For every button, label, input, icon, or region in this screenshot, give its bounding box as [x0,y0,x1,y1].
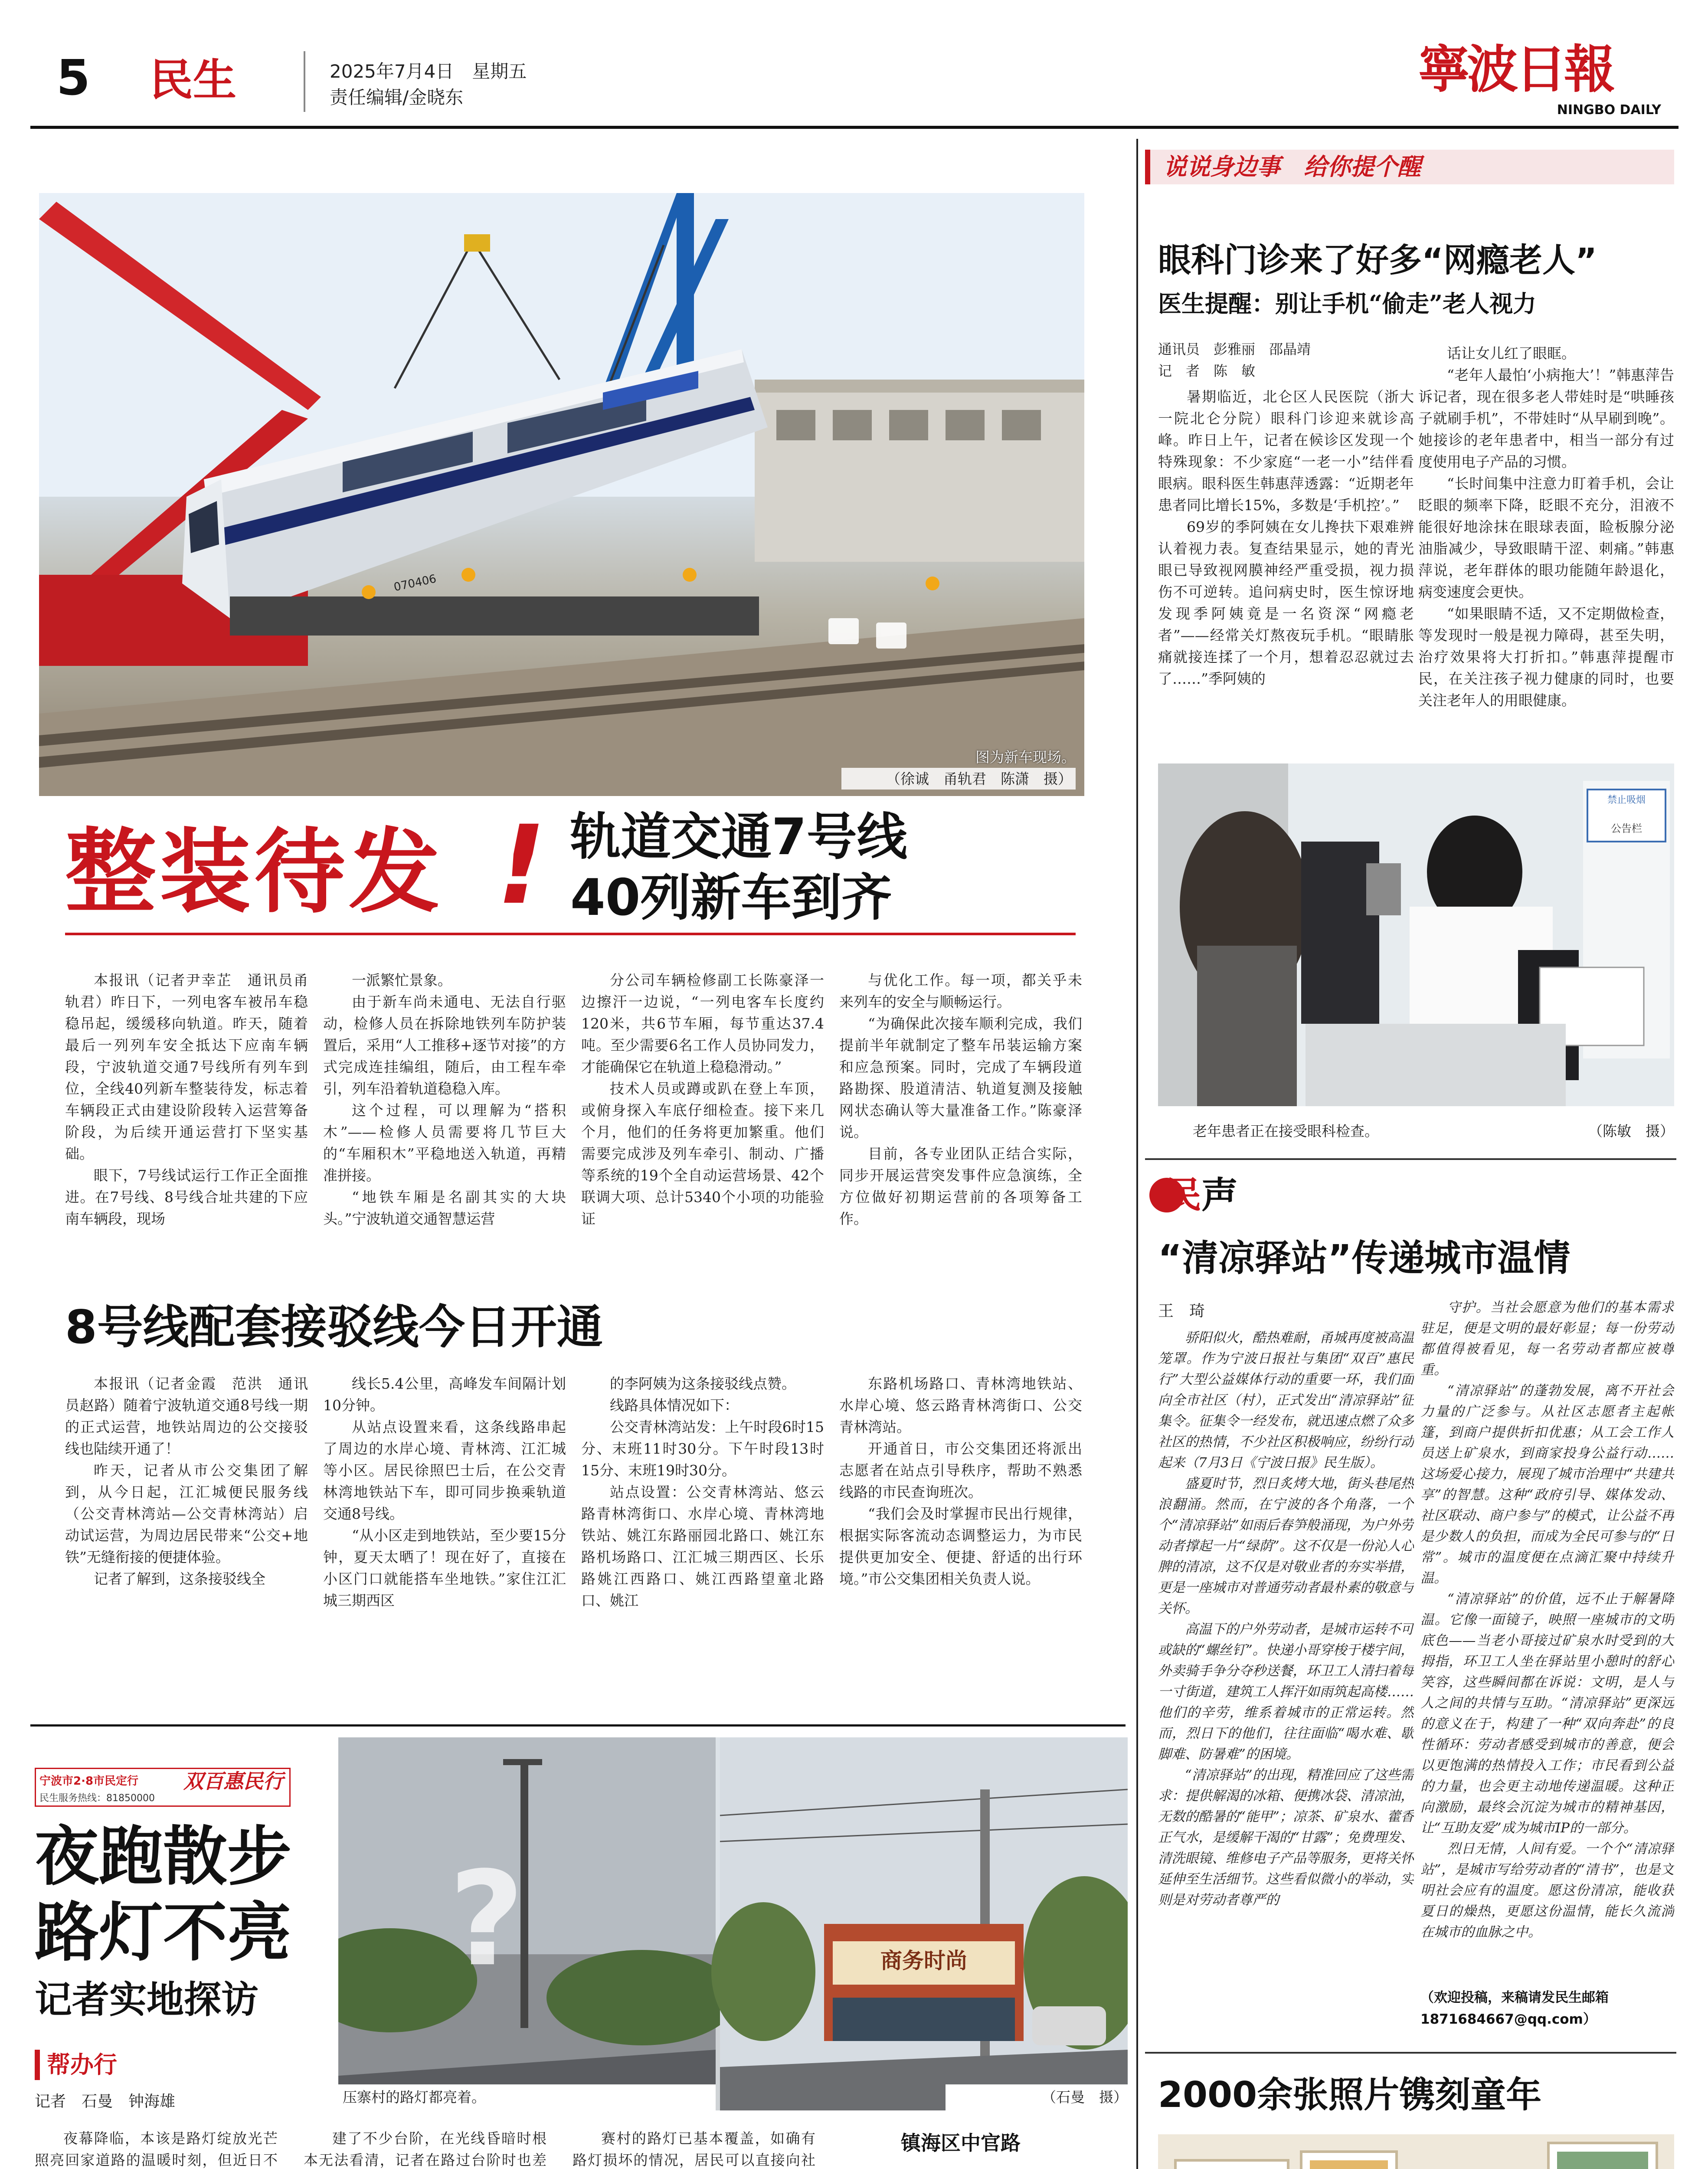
paragraph: “清凉驿站”的蓬勃发展，离不开社会力量的广泛参与。从社区志愿者主起帐篷，到商户提供折扣优惠；从工会工作人员送上矿泉水，到商家投身公益行动……这场爱心接力，展现了城市治理中“共建共享”的智慧。这种“政府引导、媒体发动、社区联动、商户参与”的模式，让公益不再是少数人的负担，而成为全民可参与的“日常”。城市的温度便在点滴汇聚中持续升温。 [1420,1383,1674,1586]
paragraph: 高温下的户外劳动者，是城市运转不可或缺的“螺丝钉”。快递小哥穿梭于楼宇间，外卖骑手争分夺秒送餐，环卫工人清扫着每一寸街道，建筑工人挥汗如雨筑起高楼……他们的辛劳，维系着城市的正常运转。然而，烈日下的他们，往往面临“喝水难、歇脚难、防暑难”的困境。 [1158,1622,1414,1762]
opinion-title: “清凉驿站”传递城市温情 [1158,1237,1571,1279]
opinion-col-1 [1158,1327,1414,2017]
train-exclamation: ! [497,802,546,928]
section-tag: 帮办行 [47,2051,117,2078]
opinion-contribute: （欢迎投稿，来稿请发民生邮箱1871684667@qq.com） [1420,1990,1609,2027]
paragraph: “清凉驿站”的出现，精准回应了这些需求：提供解渴的冰箱、便携冰袋、清凉油，无数的酷暑的“能甲”；凉茶、矿泉水、藿香正气水，是缓解干渴的“甘露”；免费理发、清洗眼镜、维修电子产品等服务，更将关怀延伸至生活细节。这些看似微小的举动，实则是对劳动者尊严的 [1158,1767,1414,1908]
night-title-2: 路灯不亮 [35,1896,291,1969]
eye-byline-2: 记 者 陈 敏 [1158,363,1256,379]
shop-sign: 商务时尚 [880,1948,967,1973]
night-col-3 [573,2128,815,2169]
paragraph: 从站点设置来看，这条线路串起了周边的水岸心境、青林湾、江汇城等小区。居民徐照巴士后，在公交青林湾地铁站下车，即可同步换乘轨道交通8号线。 [323,1419,566,1522]
train-title-line2: 40列新车到齐 [570,868,892,927]
eye-col-1 [1158,386,1414,768]
paragraph: 守护。当社会愿意为他们的基本需求驻足，便是文明的最好彰显；每一份劳动都值得被看见，每一名劳动者都应被尊重。 [1420,1300,1674,1378]
line8-col-3 [581,1373,824,1707]
section-tag-box [35,2050,147,2080]
opinion-tag [1149,1171,1253,1219]
night-subtitle: 记者实地探访 [35,1978,258,2022]
opinion-tag-black: 声 [1201,1173,1238,1216]
line8-col-1 [65,1373,308,1707]
night-reporters: 记者 石曼 钟海雄 [35,2093,176,2110]
paragraph: 赛村的路灯已基本覆盖，如确有路灯损坏的情况，居民可以直接向社 [573,2130,815,2169]
eye-photo-credit: （陈敏 摄） [1588,1123,1674,1140]
paragraph: 分公司车辆检修副工长陈豪泽一边擦汗一边说，“一列电客车长度约120米，共6节车厢，每节重达37.4吨。至少需要6名工作人员协同发力，才能确保它在轨道上稳稳滑动。” [581,972,824,1075]
paragraph: 骄阳似火，酷热难耐，甬城再度被高温笼罩。作为宁波日报社与集团“双百”惠民行”大型公益媒体行动的重要一环，我们面向全市社区（村），正式发出“清凉驿站”征集令。征集令一经发布，就迅速点燃了众多社区的热情，不少社区积极响应，纷纷行动起来（7月3日《宁波日报》民生版）。 [1158,1330,1414,1471]
paragraph: 线长5.4公里，高峰发车间隔计划10分钟。 [323,1375,566,1414]
train-col-2 [323,970,566,1282]
train-car-number: 070406 [393,572,438,594]
eye-col-2 [1418,343,1674,768]
section-name: 民生 [150,55,236,105]
paragraph: 话让女儿红了眼眶。 [1447,345,1576,362]
bulletin-board: 公告栏 [1611,822,1642,835]
right-rule-2 [1145,2052,1676,2054]
campaign-hotline: 民生服务热线：81850000 [39,1793,155,1804]
streetlight-caption: 压寨村的路灯都亮着。 [338,2084,716,2110]
opinion-col-2 [1420,1297,1674,1987]
line8-col-4 [839,1373,1082,1707]
page-number: 5 [56,50,90,106]
paragraph: 昨天，记者从市公交集团了解到，从今日起，江汇城便民服务线（公交青林湾站—公交青林湾站）启动试运营，为周边居民带来“公交+地铁”无缝衔接的便捷体验。 [65,1462,308,1566]
paragraph: 烈日无情，人间有爱。一个个“清凉驿站”，是城市写给劳动者的“清书”，也是文明社会应有的温度。愿这份清凉，能收获夏日的燥热，更愿这份温情，能长久流淌在城市的血脉之中。 [1420,1841,1674,1940]
paragraph: 站点设置：公交青林湾站、悠云路青林湾街口、水岸心境、青林湾地铁站、姚江东路丽园北路口、姚江东路机场路口、江汇城三期西区、长乐路姚江西路口、姚江西路望童北路口、姚江 [581,1484,824,1609]
mid-rule [30,1724,1126,1727]
newspaper-logo: 寧波日報 [1418,39,1613,99]
paragraph: “如果眼睛不适，又不定期做检查，等发现时一般是视力障碍，甚至失明，治疗效果将大打折扣。”韩惠萍提醒市民，在关注孩子视力健康的同时，也要关注老年人的用眼健康。 [1418,605,1674,709]
night-sub-4: 镇海区中官路 [901,2131,1021,2155]
night-col-2 [304,2128,546,2169]
paragraph: 本报讯（记者尹幸芷 通讯员甬轨君）昨日下，一列电客车被吊车稳稳吊起，缓缓移向轨道。昨天，随着最后一列列车安全抵达下应南车辆段，宁波轨道交通7号线所有列车到位，全线40列新车整装待发，标志着车辆段正式由建设阶段转入运营筹备阶段，为后续开通运营打下坚实基础。 [65,972,308,1162]
paragraph: 与优化工作。每一项，都关乎未来列车的安全与顺畅运行。 [839,972,1082,1010]
paragraph: 公交青林湾站发：上午时段6时15分、末班11时30分。下午时段13时15分、末班19时30分。 [581,1419,824,1479]
paragraph: “老年人最怕‘小病拖大’！”韩惠萍告诉记者，现在很多老人带娃时是“哄睡孩子就刷手机”，不带娃时“从早刷到晚”。她接诊的老年患者中，相当一部分有过度使用电子产品的习惯。 [1418,367,1674,470]
line8-title: 8号线配套接驳线今日开通 [65,1301,603,1354]
paragraph: 本报讯（记者金霞 范洪 通讯员赵路）随着宁波轨道交通8号线一期的正式运营，地铁站周边的公交接驳线也陆续开通了！ [65,1375,308,1457]
paragraph: “为确保此次接车顺利完成，我们提前半年就制定了整车吊装运输方案和应急预案。同时，完成了车辆段道路勘探、股道清洁、轨道复测及接触网状态确认等大量准备工作。”陈豪泽说。 [839,1015,1082,1140]
train-photo [39,193,1084,796]
header-divider [304,51,305,112]
paragraph: 暑期临近，北仑区人民医院（浙大一院北仑分院）眼科门诊迎来就诊高峰。昨日上午，记者在候诊区发现一个特殊现象：不少家庭“一老一小”结伴看眼病。眼科医生韩惠萍透露：“近期老年患者同比增长15%，多数是‘手机控’。” [1158,388,1414,514]
train-photo-label: 图为新车现场。 [975,749,1076,766]
paragraph: “清凉驿站”的价值，远不止于解暑降温。它像一面镜子，映照一座城市的文明底色——当老小哥接过矿泉水时受到的大拇指，环卫工人坐在驿站里小憩时的舒心笑容，这些瞬间都在诉说：文明，是人与人之间的共情与互助。“清凉驿站”更深远的意义在于，构建了一种“双向奔赴”的良性循环：劳动者感受到城市的善意，便会以更饱满的热情投入工作；市民看到公益的力量，也会更主动地传递温暖。这种正向激励，最终会沉淀为城市的精神基因，让“互助友爱”成为城市IP的一部分。 [1420,1591,1674,1836]
opinion-tag-red: 民 [1165,1173,1202,1216]
eye-exam-photo [1158,763,1674,1106]
train-photo-credit: （徐诚 甬轨君 陈潇 摄） [841,768,1076,790]
eye-title: 眼科门诊来了好多“网瘾老人” [1158,241,1597,279]
paragraph: 69岁的季阿姨在女儿搀扶下艰难辨认着视力表。复查结果显示，她的青光眼已导致视网膜神经严重受损，视力损伤不可逆转。追问病史时，医生惊讶地发现季阿姨竟是一名资深“网瘾老者”——经常关灯熬夜玩手机。“眼睛胀痛就接连揉了一个月，想着忍忍就过去了……”季阿姨的 [1158,518,1414,687]
train-col-3 [581,970,824,1282]
paragraph: “地铁车厢是名副其实的大块头。”宁波轨道交通智慧运营 [323,1189,566,1227]
paragraph: 这个过程，可以理解为“搭积木”——检修人员需要将几节巨大的“车厢积木”平稳地送入轨道，再精准拼接。 [323,1102,566,1184]
paragraph: “长时间集中注意力盯着手机，会让眨眼的频率下降，眨眼不充分，泪液不能很好地涂抹在眼球表面，睑板腺分泌油脂减少，导致眼睛干涩、刺痛。”韩惠萍说，老年群体的眼功能随年龄退化，病变速度会更快。 [1418,475,1674,600]
streetlight-credit: （石曼 摄） [946,2084,1128,2110]
paragraph: 眼下，7号线试运行工作正全面推进。在7号线、8号线合址共建的下应南车辆段，现场 [65,1167,308,1227]
right-rule-1 [1145,1158,1676,1160]
header-rule [30,126,1679,129]
eye-photo-caption: 老年患者正在接受眼科检查。 [1193,1123,1379,1140]
train-col-1 [65,970,308,1282]
paragraph: 盛夏时节，烈日炙烤大地，街头巷尾热浪翻涌。然而，在宁波的各个角落，一个个“清凉驿站”如雨后春笋般涌现，为户外劳动者撑起一片“绿荫”。这不仅是一份沁人心脾的清凉，这不仅是对敬业者的夯实举措，更是一座城市对普通劳动者最朴素的敬意与关怀。 [1158,1476,1414,1616]
train-title-line1: 轨道交通7号线 [570,808,907,866]
campaign-tag-1: 宁波市2·8市民定行 [39,1775,139,1788]
night-col-1 [35,2128,278,2169]
kids-photo [1158,2134,1674,2169]
column-divider [1136,139,1138,2169]
paragraph: 东路机场路口、青林湾地铁站、水岸心境、悠云路青林湾街口、公交青林湾站。 [839,1375,1082,1435]
paragraph: 由于新车尚未通电、无法自行驱动，检修人员在拆除地铁列车防护装置后，采用“人工推移+逐节对接”的方式完成连挂编组，随后，由工程车牵引，列车沿着轨道稳稳入库。 [323,993,566,1097]
paragraph: 一派繁忙景象。 [352,972,452,989]
opinion-author: 王 琦 [1158,1302,1205,1320]
no-smoking-sign: 禁止吸烟 [1607,795,1646,806]
paragraph: 开通首日，市公交集团还将派出志愿者在站点引导秩序，帮助不熟悉线路的市民查询班次。 [839,1440,1082,1501]
night-title-1: 夜跑散步 [35,1820,291,1894]
paragraph: 夜幕降临，本该是路灯绽放光芒照亮回家道路的温暖时刻，但近日不 [35,2130,278,2169]
photos-title: 2000余张照片镌刻童年 [1158,2074,1542,2116]
header-editor: 责任编辑/金晓东 [330,87,464,108]
train-big-head: 整装待发 [65,818,444,925]
train-head-rule [65,933,1076,935]
paragraph: 技术人员或蹲或趴在登上车顶，或俯身探入车底仔细检查。接下来几个月，他们的任务将更加繁重。他们需要完成涉及列车牵引、制动、广播等系统的19个全自动运营场景、42个联调大项、总计5340个小项的功能验证 [581,1080,824,1227]
paragraph: 目前，各专业团队正结合实际，同步开展运营突发事件应急演练，全方位做好初期运营前的各项筹备工作。 [839,1145,1082,1227]
eye-banner-box [1145,150,1674,184]
paragraph: 线路具体情况如下： [610,1397,739,1414]
newspaper-logo-en: NINGBO DAILY [1557,102,1661,118]
eye-banner: 说说身边事 给你提个醒 [1163,153,1421,180]
streetlight-photo [338,1737,1128,2110]
paragraph: 建了不少台阶，在光线昏暗时根本无法看清，记者在路过台阶时也差 [304,2130,546,2169]
eye-byline-1: 通讯员 彭雅丽 邵晶靖 [1158,341,1311,357]
paragraph: 记者了解到，这条接驳线全 [94,1570,265,1587]
eye-subtitle: 医生提醒：别让手机“偷走”老人视力 [1158,290,1537,318]
train-col-4 [839,970,1082,1282]
campaign-tag-2: 双百惠民行 [183,1769,283,1793]
line8-col-2 [323,1373,566,1707]
campaign-tag [35,1768,291,1807]
question-mark: ? [449,1846,525,1993]
header-date: 2025年7月4日 星期五 [330,61,527,82]
paragraph: “我们会及时掌握市民出行规律，根据实际客流动态调整运力，为市民提供更加安全、便捷、舒适的出行环境。”市公交集团相关负责人说。 [839,1505,1082,1587]
paragraph: 的李阿姨为这条接驳线点赞。 [610,1375,796,1392]
paragraph: “从小区走到地铁站，至少要15分钟，夏天太晒了！现在好了，直接在小区门口就能搭车坐地铁。”家住江汇城三期西区 [323,1527,566,1609]
